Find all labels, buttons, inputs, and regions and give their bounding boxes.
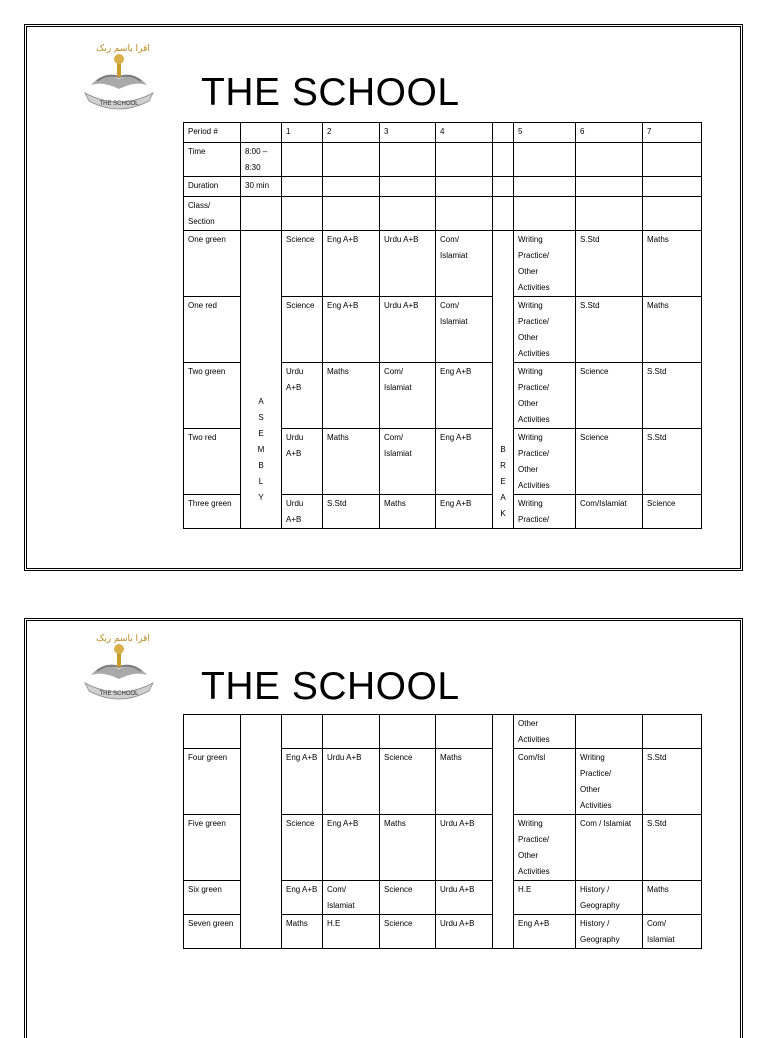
subject-cell: Maths xyxy=(643,297,702,363)
empty-cell xyxy=(643,177,702,197)
subject-cell: Eng A+B xyxy=(436,363,493,429)
subject-cell: Eng A+B xyxy=(323,297,380,363)
subject-cell: Com/Isl xyxy=(514,749,576,815)
subject-cell: Maths xyxy=(380,815,436,881)
school-logo-icon xyxy=(83,631,155,703)
subject-cell: S.Std xyxy=(643,363,702,429)
svg-text:THE SCHOOL: THE SCHOOL xyxy=(99,691,139,697)
empty-cell xyxy=(380,143,436,177)
header-empty-cell xyxy=(241,123,282,143)
empty-cell xyxy=(493,143,514,177)
empty-cell xyxy=(576,197,643,231)
subject-cell: Eng A+B xyxy=(323,815,380,881)
empty-cell xyxy=(436,177,493,197)
empty-cell xyxy=(282,177,323,197)
subject-cell: Maths xyxy=(282,915,323,949)
empty-cell xyxy=(380,715,436,749)
subject-cell: Com/Islamiat xyxy=(576,495,643,529)
subject-cell: History / Geography xyxy=(576,881,643,915)
subject-cell: Writing Practice/ Other Activities xyxy=(514,363,576,429)
continuation-row xyxy=(184,715,702,749)
period-header: 3 xyxy=(380,123,436,143)
class-name-cell: One green xyxy=(184,231,241,297)
subject-cell: Writing Practice/ Other Activities xyxy=(514,231,576,297)
subject-cell: Writing Practice/ Other Activities xyxy=(514,297,576,363)
empty-cell xyxy=(282,715,323,749)
period-header: 4 xyxy=(436,123,493,143)
empty-cell xyxy=(323,143,380,177)
subject-cell: H.E xyxy=(323,915,380,949)
time-value: 8:00 – 8:30 xyxy=(241,143,282,177)
period-header: 7 xyxy=(643,123,702,143)
time-label: Time xyxy=(184,143,241,177)
subject-cell: Com/ Islamiat xyxy=(436,297,493,363)
page-title: THE SCHOOL xyxy=(201,71,460,114)
empty-cell xyxy=(576,143,643,177)
subject-cell: Com/ Islamiat xyxy=(436,231,493,297)
subject-cell: Urdu A+B xyxy=(380,231,436,297)
subject-cell: Other Activities xyxy=(514,715,576,749)
subject-cell: S.Std xyxy=(576,231,643,297)
subject-cell: Eng A+B xyxy=(514,915,576,949)
empty-cell xyxy=(184,715,241,749)
subject-cell: H.E xyxy=(514,881,576,915)
empty-cell xyxy=(514,143,576,177)
subject-cell: Urdu A+B xyxy=(436,815,493,881)
subject-cell: S.Std xyxy=(643,815,702,881)
subject-cell: Science xyxy=(380,749,436,815)
class-name-cell: Four green xyxy=(184,749,241,815)
empty-cell xyxy=(323,197,380,231)
duration-value: 30 min xyxy=(241,177,282,197)
subject-cell: Writing Practice/ Other Activities xyxy=(576,749,643,815)
subject-cell: Science xyxy=(282,297,323,363)
subject-cell: Com/ Islamiat xyxy=(380,363,436,429)
subject-cell: Urdu A+B xyxy=(282,495,323,529)
break-column xyxy=(493,715,514,949)
subject-cell: Science xyxy=(380,915,436,949)
class-name-cell: Two red xyxy=(184,429,241,495)
time-row xyxy=(184,143,702,177)
empty-cell xyxy=(493,197,514,231)
subject-cell: Urdu A+B xyxy=(282,429,323,495)
empty-cell xyxy=(282,143,323,177)
subject-cell: Science xyxy=(380,881,436,915)
empty-cell xyxy=(380,197,436,231)
school-logo-icon xyxy=(83,41,155,113)
subject-cell: Urdu A+B xyxy=(436,881,493,915)
subject-cell: Urdu A+B xyxy=(282,363,323,429)
empty-cell xyxy=(576,715,643,749)
subject-cell: Urdu A+B xyxy=(436,915,493,949)
subject-cell: Urdu A+B xyxy=(323,749,380,815)
page-title: THE SCHOOL xyxy=(201,665,460,708)
header-empty-cell xyxy=(493,123,514,143)
class-name-cell: Six green xyxy=(184,881,241,915)
subject-cell: Science xyxy=(282,815,323,881)
empty-cell xyxy=(436,197,493,231)
assembly-column xyxy=(241,715,282,949)
subject-cell: Eng A+B xyxy=(282,749,323,815)
subject-cell: Com/ Islamiat xyxy=(643,915,702,949)
subject-cell: Science xyxy=(576,363,643,429)
empty-cell xyxy=(576,177,643,197)
svg-text:THE SCHOOL: THE SCHOOL xyxy=(99,101,139,107)
svg-text:اقرا باسم ربک: اقرا باسم ربک xyxy=(96,44,150,54)
subject-cell: S.Std xyxy=(643,749,702,815)
empty-cell xyxy=(241,197,282,231)
timetable-table xyxy=(183,122,702,529)
subject-cell: Writing Practice/ Other Activities xyxy=(514,815,576,881)
empty-cell xyxy=(282,197,323,231)
subject-cell: Science xyxy=(643,495,702,529)
subject-cell: Maths xyxy=(643,231,702,297)
period-header: 6 xyxy=(576,123,643,143)
subject-cell: Science xyxy=(282,231,323,297)
subject-cell: Eng A+B xyxy=(436,429,493,495)
subject-cell: Science xyxy=(576,429,643,495)
subject-cell: Maths xyxy=(380,495,436,529)
empty-cell xyxy=(643,197,702,231)
empty-cell xyxy=(380,177,436,197)
assembly-column: A S E M B L Y xyxy=(241,231,282,529)
empty-cell xyxy=(323,177,380,197)
class-section-row xyxy=(184,197,702,231)
empty-cell xyxy=(436,143,493,177)
period-label: Period # xyxy=(184,123,241,143)
break-column: B R E A K xyxy=(493,231,514,529)
empty-cell xyxy=(323,715,380,749)
subject-cell: Writing Practice/ xyxy=(514,495,576,529)
subject-cell: Writing Practice/ Other Activities xyxy=(514,429,576,495)
subject-cell: Com/ Islamiat xyxy=(380,429,436,495)
period-header: 2 xyxy=(323,123,380,143)
subject-cell: Urdu A+B xyxy=(380,297,436,363)
subject-cell: Maths xyxy=(323,363,380,429)
subject-cell: Maths xyxy=(436,749,493,815)
class-name-cell: Three green xyxy=(184,495,241,529)
subject-cell: Eng A+B xyxy=(282,881,323,915)
empty-cell xyxy=(436,715,493,749)
period-header: 1 xyxy=(282,123,323,143)
empty-cell xyxy=(643,143,702,177)
timetable-page-1 xyxy=(24,24,743,571)
subject-cell: Com / Islamiat xyxy=(576,815,643,881)
subject-cell: Eng A+B xyxy=(436,495,493,529)
duration-row xyxy=(184,177,702,197)
subject-cell: Maths xyxy=(323,429,380,495)
timetable-page-2 xyxy=(24,618,743,1038)
header-row xyxy=(184,123,702,143)
subject-cell: History / Geography xyxy=(576,915,643,949)
subject-cell: Eng A+B xyxy=(323,231,380,297)
period-header: 5 xyxy=(514,123,576,143)
class-name-cell: Five green xyxy=(184,815,241,881)
class-section-label: Class/ Section xyxy=(184,197,241,231)
subject-cell: Maths xyxy=(643,881,702,915)
subject-cell: S.Std xyxy=(643,429,702,495)
subject-cell: S.Std xyxy=(576,297,643,363)
svg-text:اقرا باسم ربک: اقرا باسم ربک xyxy=(96,634,150,644)
empty-cell xyxy=(493,177,514,197)
subject-cell: Com/ Islamiat xyxy=(323,881,380,915)
class-name-cell: One red xyxy=(184,297,241,363)
class-name-cell: Two green xyxy=(184,363,241,429)
empty-cell xyxy=(643,715,702,749)
empty-cell xyxy=(514,197,576,231)
class-row xyxy=(184,231,702,297)
class-name-cell: Seven green xyxy=(184,915,241,949)
timetable-table-continued xyxy=(183,714,702,949)
subject-cell: S.Std xyxy=(323,495,380,529)
duration-label: Duration xyxy=(184,177,241,197)
empty-cell xyxy=(514,177,576,197)
